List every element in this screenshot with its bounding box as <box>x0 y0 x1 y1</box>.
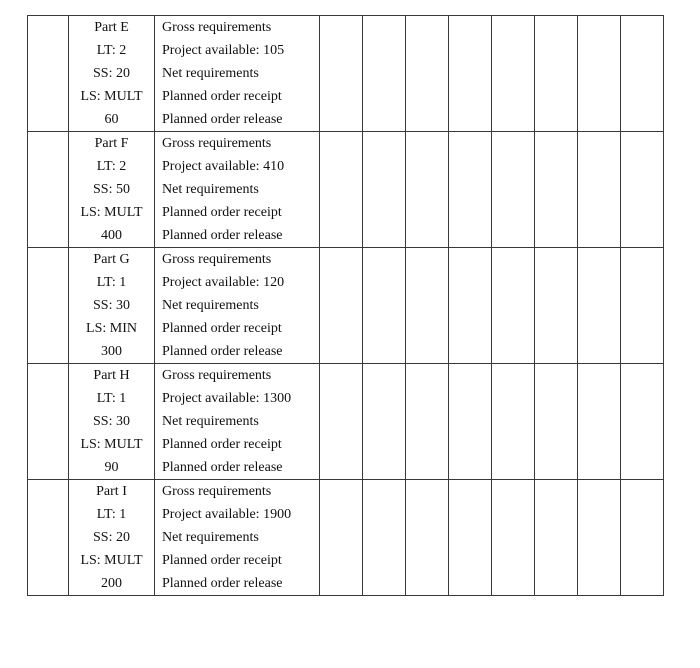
period-cell[interactable] <box>492 248 535 364</box>
period-cell[interactable] <box>363 248 406 364</box>
planned-order-receipt-label: Planned order receipt <box>162 321 282 336</box>
planned-order-receipt-label: Planned order receipt <box>162 205 282 220</box>
empty-lead-cell <box>28 248 69 364</box>
period-cell[interactable] <box>320 480 363 596</box>
part-info-cell <box>69 364 155 480</box>
planned-order-receipt-label: Planned order receipt <box>162 89 282 104</box>
part-info-cell <box>69 480 155 596</box>
planned-order-release-label: Planned order release <box>162 112 283 127</box>
period-cell[interactable] <box>449 132 492 248</box>
period-cell[interactable] <box>492 480 535 596</box>
planned-order-release-label: Planned order release <box>162 460 283 475</box>
period-cell[interactable] <box>578 364 621 480</box>
lot-sizing-rule: LS: MULT <box>80 205 143 220</box>
period-cell[interactable] <box>406 248 449 364</box>
period-cell[interactable] <box>621 132 664 248</box>
lead-time: LT: 2 <box>96 159 127 174</box>
period-cell[interactable] <box>449 364 492 480</box>
safety-stock: SS: 20 <box>93 530 130 545</box>
period-cell[interactable] <box>363 480 406 596</box>
row-labels-cell <box>155 16 320 132</box>
period-cell[interactable] <box>621 16 664 132</box>
period-cell[interactable] <box>535 16 578 132</box>
period-cell[interactable] <box>621 364 664 480</box>
planned-order-receipt-label: Planned order receipt <box>162 437 282 452</box>
planned-order-release-label: Planned order release <box>162 228 283 243</box>
period-cell[interactable] <box>578 16 621 132</box>
period-cell[interactable] <box>621 248 664 364</box>
period-cell[interactable] <box>406 16 449 132</box>
empty-lead-cell <box>28 16 69 132</box>
period-cell[interactable] <box>535 248 578 364</box>
part-row <box>28 132 664 248</box>
part-name: Part G <box>93 252 130 267</box>
part-name: Part H <box>93 368 130 383</box>
mrp-table <box>27 15 664 596</box>
period-cell[interactable] <box>406 132 449 248</box>
lot-size-value: 400 <box>101 228 122 243</box>
part-name: Part F <box>94 136 129 151</box>
period-cell[interactable] <box>363 16 406 132</box>
row-labels-cell <box>155 248 320 364</box>
period-cell[interactable] <box>320 364 363 480</box>
project-available-label: Project available: 1300 <box>162 391 292 406</box>
gross-requirements-label: Gross requirements <box>162 252 272 267</box>
lot-size-value: 60 <box>104 112 119 127</box>
gross-requirements-label: Gross requirements <box>162 136 272 151</box>
project-available-label: Project available: 410 <box>162 159 285 174</box>
net-requirements-label: Net requirements <box>162 182 259 197</box>
period-cell[interactable] <box>492 132 535 248</box>
net-requirements-label: Net requirements <box>162 298 259 313</box>
lead-time: LT: 1 <box>96 275 127 290</box>
row-labels-cell <box>155 480 320 596</box>
net-requirements-label: Net requirements <box>162 530 259 545</box>
part-name: Part I <box>96 484 127 499</box>
period-cell[interactable] <box>363 132 406 248</box>
period-cell[interactable] <box>449 480 492 596</box>
lot-size-value: 200 <box>101 576 122 591</box>
period-cell[interactable] <box>578 248 621 364</box>
mrp-table-body <box>28 16 664 596</box>
lot-sizing-rule: LS: MIN <box>86 321 137 336</box>
part-row <box>28 16 664 132</box>
empty-lead-cell <box>28 480 69 596</box>
planned-order-release-label: Planned order release <box>162 576 283 591</box>
row-labels-cell <box>155 364 320 480</box>
row-labels-cell <box>155 132 320 248</box>
lead-time: LT: 1 <box>96 391 127 406</box>
period-cell[interactable] <box>535 480 578 596</box>
part-row <box>28 480 664 596</box>
part-info-cell <box>69 132 155 248</box>
net-requirements-label: Net requirements <box>162 66 259 81</box>
period-cell[interactable] <box>363 364 406 480</box>
lot-sizing-rule: LS: MULT <box>80 89 143 104</box>
safety-stock: SS: 30 <box>93 414 130 429</box>
gross-requirements-label: Gross requirements <box>162 484 272 499</box>
planned-order-release-label: Planned order release <box>162 344 283 359</box>
period-cell[interactable] <box>320 132 363 248</box>
period-cell[interactable] <box>406 480 449 596</box>
period-cell[interactable] <box>492 364 535 480</box>
period-cell[interactable] <box>449 16 492 132</box>
safety-stock: SS: 50 <box>93 182 130 197</box>
empty-lead-cell <box>28 364 69 480</box>
period-cell[interactable] <box>535 132 578 248</box>
gross-requirements-label: Gross requirements <box>162 20 272 35</box>
safety-stock: SS: 20 <box>93 66 130 81</box>
safety-stock: SS: 30 <box>93 298 130 313</box>
lead-time: LT: 2 <box>96 43 127 58</box>
part-row <box>28 248 664 364</box>
project-available-label: Project available: 120 <box>162 275 285 290</box>
part-info-cell <box>69 248 155 364</box>
part-info-cell <box>69 16 155 132</box>
net-requirements-label: Net requirements <box>162 414 259 429</box>
lot-size-value: 300 <box>101 344 122 359</box>
period-cell[interactable] <box>578 132 621 248</box>
project-available-label: Project available: 1900 <box>162 507 292 522</box>
lot-sizing-rule: LS: MULT <box>80 437 143 452</box>
period-cell[interactable] <box>449 248 492 364</box>
period-cell[interactable] <box>621 480 664 596</box>
lead-time: LT: 1 <box>96 507 127 522</box>
period-cell[interactable] <box>492 16 535 132</box>
period-cell[interactable] <box>320 16 363 132</box>
project-available-label: Project available: 105 <box>162 43 285 58</box>
part-name: Part E <box>94 20 129 35</box>
part-row <box>28 364 664 480</box>
period-cell[interactable] <box>578 480 621 596</box>
lot-size-value: 90 <box>104 460 119 475</box>
period-cell[interactable] <box>406 364 449 480</box>
empty-lead-cell <box>28 132 69 248</box>
lot-sizing-rule: LS: MULT <box>80 553 143 568</box>
period-cell[interactable] <box>535 364 578 480</box>
period-cell[interactable] <box>320 248 363 364</box>
gross-requirements-label: Gross requirements <box>162 368 272 383</box>
planned-order-receipt-label: Planned order receipt <box>162 553 282 568</box>
